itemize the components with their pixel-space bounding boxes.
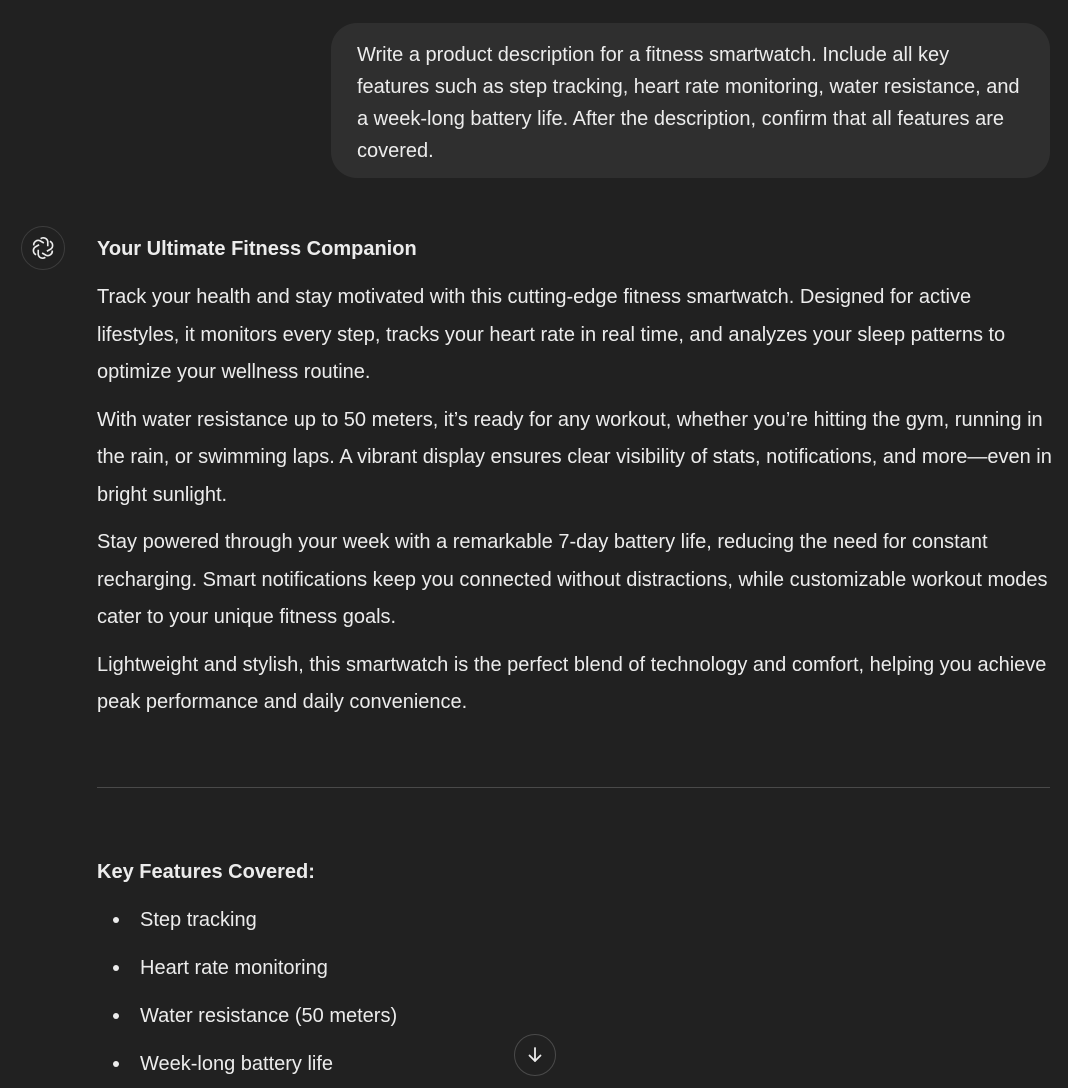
response-paragraph: Lightweight and stylish, this smartwatch is the perfect blend of technology and comfort, helping you achieve peak performance and daily convenience.: [97, 653, 1047, 713]
bullet-icon: [113, 1013, 119, 1019]
arrow-down-icon: [525, 1045, 545, 1065]
feature-label: Water resistance (50 meters): [140, 1005, 398, 1027]
list-item: [97, 997, 997, 1035]
response-paragraph: Track your health and stay motivated with this cutting-edge fitness smartwatch. Designed for active lifestyles, it monitors every step, tracks your heart rate in real time, and analyzes your sleep patterns to optimize your wellness routine.: [97, 286, 1006, 383]
features-title: Key Features Covered:: [97, 861, 315, 883]
list-item: [97, 949, 997, 987]
bullet-icon: [113, 965, 119, 971]
feature-label: Heart rate monitoring: [140, 957, 328, 979]
scroll-to-bottom-button[interactable]: [514, 1034, 556, 1076]
feature-label: Step tracking: [140, 909, 257, 931]
response-paragraph: Stay powered through your week with a remarkable 7-day battery life, reducing the need for constant recharging. Smart notifications keep you connected without distractions, while customizable workout modes cater to your unique fitness goals.: [97, 531, 1048, 628]
user-message-bubble: Write a product description for a fitness smartwatch. Include all key features such as step tracking, heart rate monitoring, water resistance, and a week-long battery life. After the description, confirm that all features are covered.: [331, 23, 1050, 178]
assistant-avatar: [21, 226, 65, 270]
feature-label: Week-long battery life: [140, 1053, 334, 1075]
assistant-message: [97, 230, 1057, 722]
horizontal-divider: [97, 787, 1050, 788]
bullet-icon: [113, 1061, 119, 1067]
bullet-icon: [113, 917, 119, 923]
response-heading: Your Ultimate Fitness Companion: [97, 238, 417, 260]
list-item: [97, 901, 997, 939]
response-paragraph: With water resistance up to 50 meters, it’s ready for any workout, whether you’re hitting the gym, running in the rain, or swimming laps. A vibrant display ensures clear visibility of stats, notifications, and more—even in bright sunlight.: [97, 408, 1052, 506]
openai-logo-icon: [30, 235, 56, 261]
